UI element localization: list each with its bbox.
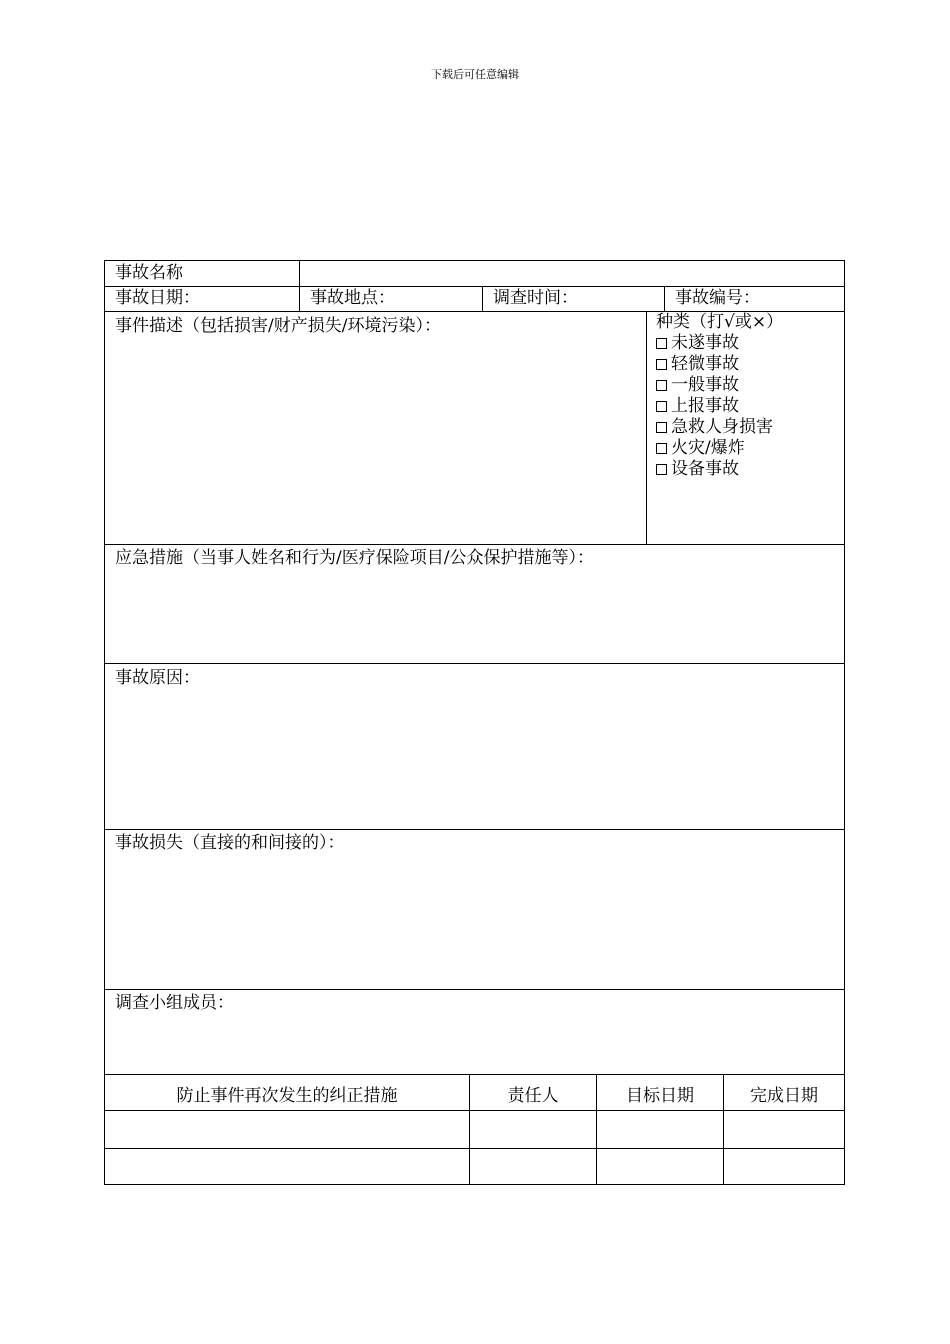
- category-option[interactable]: 急救人身损害: [656, 417, 783, 438]
- emergency-measures-field[interactable]: [105, 544, 844, 663]
- completion-date-header: 完成日期: [750, 1086, 818, 1106]
- category-title: 种类（打√或×）: [656, 312, 784, 332]
- emergency-measures-label: 应急措施（当事人姓名和行为/医疗保险项目/公众保护措施等）：: [115, 548, 594, 568]
- divider: [105, 1074, 844, 1075]
- category-option[interactable]: 一般事故: [656, 375, 783, 396]
- accident-loss-field[interactable]: [105, 829, 844, 989]
- table-cell[interactable]: [597, 1111, 723, 1148]
- table-cell[interactable]: [597, 1149, 723, 1184]
- checkbox[interactable]: [656, 401, 667, 412]
- investigation-team-field[interactable]: [105, 989, 844, 1074]
- accident-date-label: 事故日期：: [115, 288, 200, 308]
- accident-name-label-cell: [105, 261, 300, 286]
- table-cell[interactable]: [105, 1111, 469, 1148]
- checkbox[interactable]: [656, 359, 667, 370]
- accident-number-label: 事故编号：: [675, 288, 760, 308]
- accident-location-label: 事故地点：: [310, 288, 395, 308]
- accident-cause-field[interactable]: [105, 663, 844, 829]
- checkbox[interactable]: [656, 338, 667, 349]
- header-note: 下载后可任意编辑: [431, 68, 519, 81]
- responsible-person-header: 责任人: [507, 1086, 559, 1106]
- target-date-header: 目标日期: [626, 1086, 694, 1106]
- table-cell[interactable]: [470, 1111, 596, 1148]
- accident-location-field[interactable]: [300, 286, 483, 311]
- accident-report-form: [104, 260, 845, 1185]
- checkbox[interactable]: [656, 422, 667, 433]
- accident-name-label: 事故名称: [115, 263, 183, 283]
- table-cell[interactable]: [470, 1149, 596, 1184]
- checkbox[interactable]: [656, 443, 667, 454]
- accident-date-field[interactable]: [105, 286, 300, 311]
- category-option[interactable]: 轻微事故: [656, 354, 783, 375]
- category-option[interactable]: 未遂事故: [656, 333, 783, 354]
- category-option[interactable]: 设备事故: [656, 459, 783, 480]
- investigation-team-label: 调查小组成员：: [115, 993, 234, 1013]
- accident-cause-label: 事故原因：: [115, 668, 200, 688]
- divider: [482, 286, 483, 311]
- category-option[interactable]: 上报事故: [656, 396, 783, 417]
- divider: [664, 286, 665, 311]
- investigation-time-field[interactable]: [483, 286, 665, 311]
- accident-name-field[interactable]: [300, 261, 844, 286]
- accident-number-field[interactable]: [665, 286, 844, 311]
- table-cell[interactable]: [724, 1111, 844, 1148]
- event-description-field[interactable]: [105, 311, 646, 544]
- checkbox[interactable]: [656, 464, 667, 475]
- corrective-measures-header: 防止事件再次发生的纠正措施: [176, 1086, 398, 1106]
- category-option[interactable]: 火灾/爆炸: [656, 438, 783, 459]
- investigation-time-label: 调查时间：: [493, 288, 578, 308]
- table-cell[interactable]: [724, 1149, 844, 1184]
- checkbox[interactable]: [656, 380, 667, 391]
- accident-loss-label: 事故损失（直接的和间接的）：: [115, 833, 345, 853]
- event-description-label: 事件描述（包括损害/财产损失/环境污染）：: [115, 316, 441, 336]
- category-panel: [647, 311, 844, 544]
- table-cell[interactable]: [105, 1149, 469, 1184]
